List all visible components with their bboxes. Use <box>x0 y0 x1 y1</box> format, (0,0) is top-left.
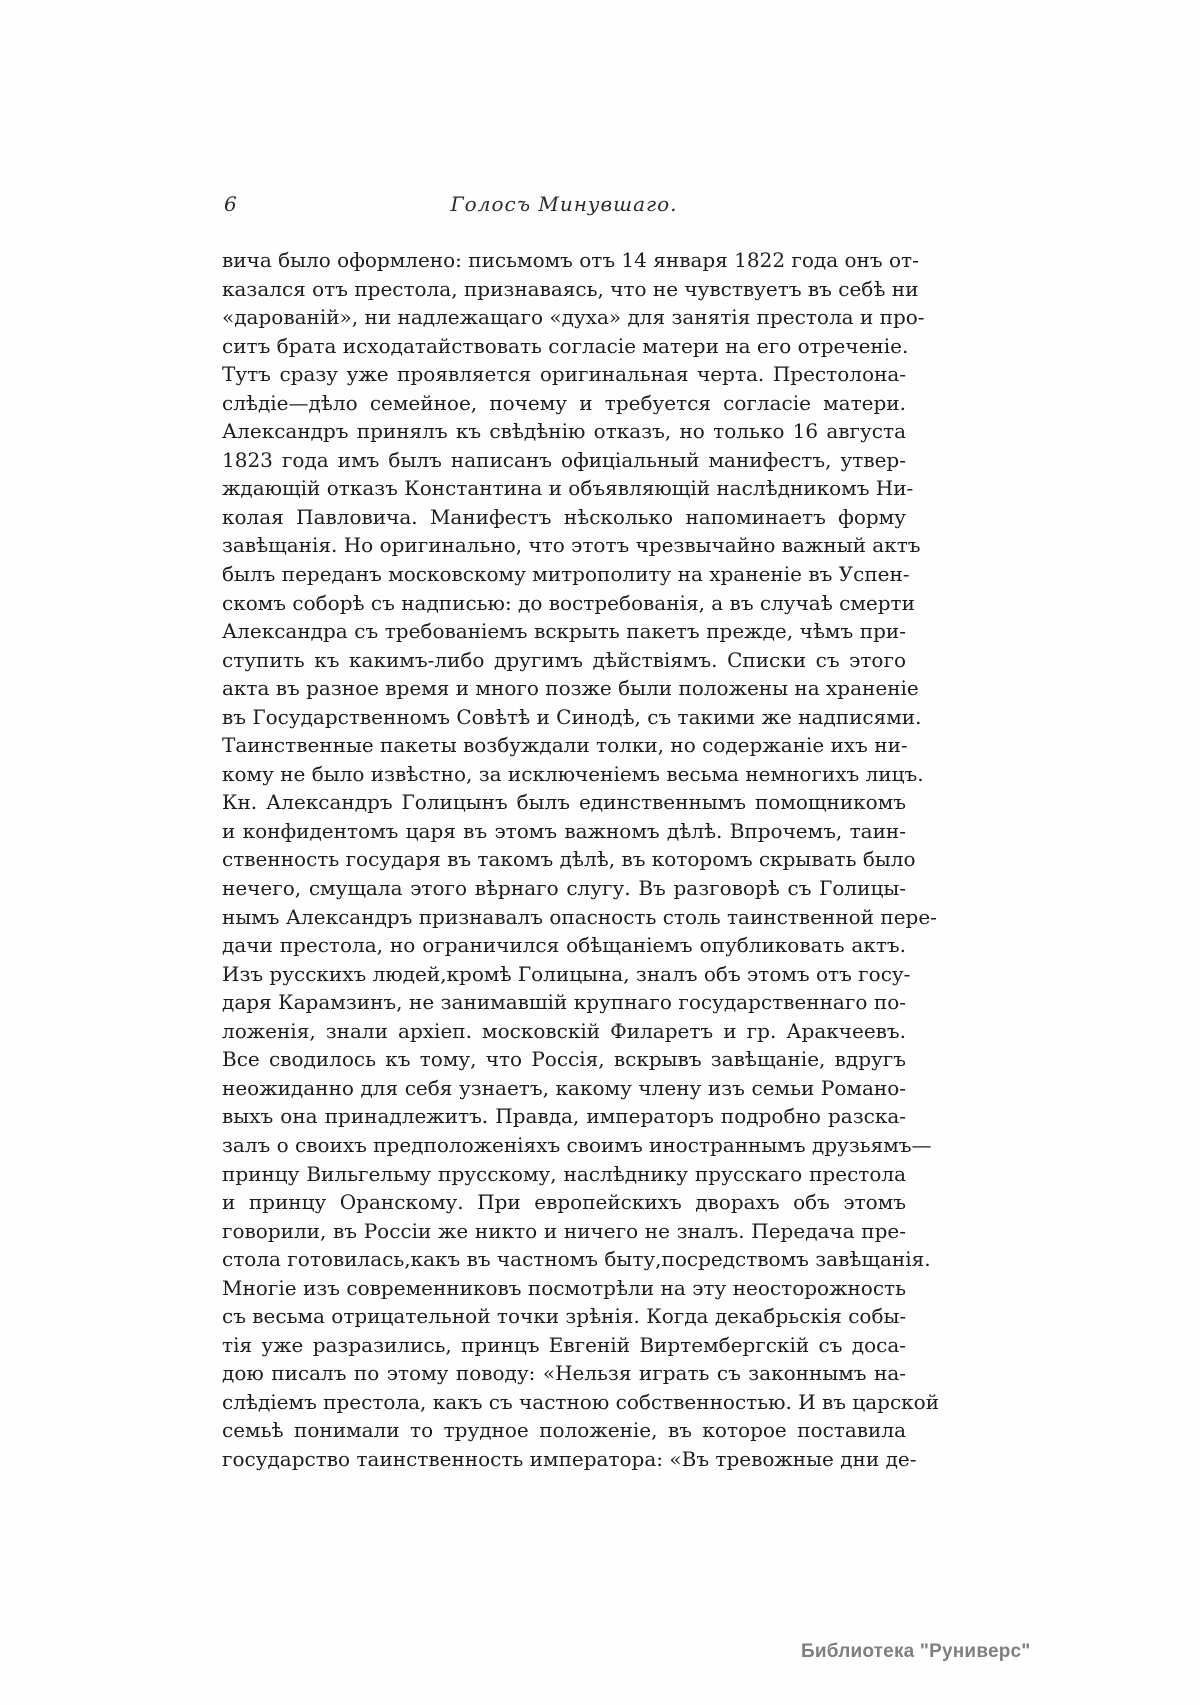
text-line: ситъ брата исходатайствовать согласіе матери на его отреченіе. <box>222 333 909 358</box>
text-line: тія уже разразились, принцъ Евгеній Виртембергскій съ доса- <box>222 1332 906 1357</box>
text-line: завѣщанія. Но оригинально, что этотъ чрезвычайно важный актъ <box>222 533 921 558</box>
text-line: нымъ Александръ признавалъ опасность столь таинственной пере- <box>222 904 937 929</box>
text-line: даря Карамзинъ, не занимавшій крупнаго государственнаго по- <box>222 990 906 1015</box>
text-line: дачи престола, но ограничился обѣщаніемъ опубликовать актъ. <box>222 933 906 958</box>
text-line: выхъ она принадлежитъ. Правда, императоръ подробно разска- <box>222 1104 906 1129</box>
text-line: съ весьма отрицательной точки зрѣнія. Когда декабрьскія собы- <box>222 1304 907 1329</box>
text-line: Александра съ требованіемъ вскрыть пакетъ прежде, чѣмъ при- <box>222 619 906 644</box>
text-line: принцу Вильгельму прусскому, наслѣднику прусскаго престола <box>222 1161 906 1186</box>
text-line: Кн. Александръ Голицынъ былъ единственнымъ помощникомъ <box>222 790 906 815</box>
text-line: «дарованій», ни надлежащаго «духа» для занятія престола и про- <box>222 305 925 330</box>
text-line: ственность государя въ такомъ дѣлѣ, въ которомъ скрывать было <box>222 847 916 872</box>
text-line: Тутъ сразу уже проявляется оригинальная черта. Престолона- <box>222 362 906 387</box>
text-line: Многіе изъ современниковъ посмотрѣли на эту неосторожность <box>222 1275 906 1300</box>
text-line: ступить къ какимъ-либо другимъ дѣйствіямъ. Списки съ этого <box>222 647 906 672</box>
text-line: ждающій отказъ Константина и объявляющій наслѣдникомъ Ни- <box>222 476 914 501</box>
body-text-block <box>222 246 940 1474</box>
text-line: семьѣ понимали то трудное положеніе, въ которое поставила <box>222 1418 906 1443</box>
text-line: акта въ разное время и много позже были положены на храненіе <box>222 676 919 701</box>
text-line: стола готовилась,какъ въ частномъ быту,посредствомъ завѣщанія. <box>222 1247 931 1272</box>
text-line: слѣдіе—дѣло семейное, почему и требуется согласіе матери. <box>222 390 906 415</box>
text-line: нечего, смущала этого вѣрнаго слугу. Въ разговорѣ съ Голицы- <box>222 876 906 901</box>
text-line: казался отъ престола, признаваясь, что не чувствуетъ въ себѣ ни <box>222 276 919 301</box>
text-line: неожиданно для себя узнаетъ, какому члену изъ семьи Романо- <box>222 1075 906 1100</box>
running-title: Голосъ Минувшаго. <box>450 192 678 216</box>
text-line: Таинственные пакеты возбуждали толки, но содержаніе ихъ ни- <box>222 733 908 758</box>
text-line: ложенія, знали архіеп. московскій Филаретъ и гр. Аракчеевъ. <box>222 1018 906 1043</box>
text-line: 1823 года имъ былъ написанъ офиціальный манифестъ, утвер- <box>222 447 906 472</box>
page-header <box>222 192 906 218</box>
text-line: и принцу Оранскому. При европейскихъ дворахъ объ этомъ <box>222 1190 906 1215</box>
text-line: кому не было извѣстно, за исключеніемъ весьма немногихъ лицъ. <box>222 761 924 786</box>
text-line: слѣдіемъ престола, какъ съ частною собственностью. И въ царской <box>222 1389 940 1414</box>
text-line: залъ о своихъ предположеніяхъ своимъ иностраннымъ друзьямъ— <box>222 1132 932 1157</box>
text-line: и конфидентомъ царя въ этомъ важномъ дѣлѣ. Впрочемъ, таин- <box>222 818 906 843</box>
text-line: вича было оформлено: письмомъ отъ 14 января 1822 года онъ от- <box>222 248 919 272</box>
text-line: государство таинственность императора: «Въ тревожные дни де- <box>222 1446 917 1471</box>
page-number: 6 <box>224 192 237 216</box>
text-line: Все сводилось къ тому, что Россія, вскрывъ завѣщаніе, вдругъ <box>222 1047 906 1072</box>
text-line: былъ переданъ московскому митрополиту на храненіе въ Успен- <box>222 562 910 587</box>
library-watermark: Библиотека "Руниверс" <box>801 1641 1031 1662</box>
text-line: Александръ принялъ къ свѣдѣнію отказъ, но только 16 августа <box>222 419 906 444</box>
text-line: говорили, въ Россіи же никто и ничего не зналъ. Передача пре- <box>222 1218 906 1243</box>
text-line: дою писалъ по этому поводу: «Нельзя играть съ законнымъ на- <box>222 1361 906 1386</box>
text-line: колая Павловича. Манифестъ нѣсколько напоминаетъ форму <box>222 504 906 529</box>
text-line: скомъ соборѣ съ надписью: до востребованія, а въ случаѣ смерти <box>222 590 915 615</box>
text-line: въ Государственномъ Совѣтѣ и Синодѣ, съ такими же надписями. <box>222 704 922 729</box>
text-line: Изъ русскихъ людей,кромѣ Голицына, зналъ объ этомъ отъ госу- <box>222 961 911 986</box>
